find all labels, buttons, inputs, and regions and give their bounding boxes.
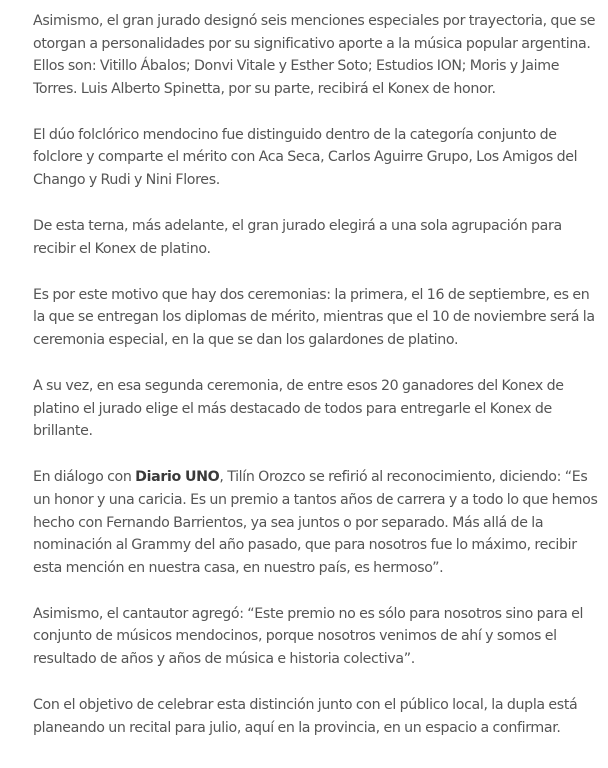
paragraph-platinum-selection: De esta terna, más adelante, el gran jurado elegirá a una sola agrupación para recibir el Konex de platino. xyxy=(33,218,562,257)
paragraph-special-mentions: Asimismo, el gran jurado designó seis menciones especiales por trayectoria, que se otorgan a personalidades por su significativo aporte a la música popular argentina. Ellos son: Vitillo Ábalos; Donvi Vitale y Esther Soto; Estudios ION; Moris y Jaime Torres. Luis Alberto Spinetta, por su parte, recibirá el Konex de honor. xyxy=(33,13,596,97)
paragraph-brilliant-award: A su vez, en esa segunda ceremonia, de entre esos 20 ganadores del Konex de platino el jurado elige el más destacado de todos para entregarle el Konex de brillante. xyxy=(33,378,564,440)
paragraph-songwriter-quote: Asimismo, el cantautor agregó: “Este premio no es sólo para nosotros sino para el conjunto de músicos mendocinos, porque nosotros venimos de ahí y somos el resultado de años y años de música e historia colectiva”. xyxy=(33,605,584,668)
paragraph-interview-quote xyxy=(33,466,598,579)
paragraph-ceremonies: Es por este motivo que hay dos ceremonias: la primera, el 16 de septiembre, es en la que se entregan los diplomas de mérito, mientras que el 10 de noviembre será la ceremonia especial, en la que se dan los galardones de platino. xyxy=(33,286,595,349)
paragraph-folklore-category: El dúo folclórico mendocino fue distinguido dentro de la categoría conjunto de folclore y comparte el mérito con Aca Seca, Carlos Aguirre Grupo, Los Amigos del Chango y Rudi y Nini Flores. xyxy=(33,126,578,189)
article-body xyxy=(33,10,598,763)
newspaper-name: Diario UNO xyxy=(135,469,220,486)
quote-body-text: , Tilín Orozco se refirió al reconocimiento, diciendo: “Es un honor y una caricia. Es un premio a tantos años de carrera y a todo lo que hemos hecho con Fernando Barrientos, ya sea juntos o por separado. Más allá de la nominación al Grammy del año pasado, que para nosotros fue lo máximo, recibir esta mención en nuestra casa, en nuestro país, es hermoso”. xyxy=(33,469,598,576)
paragraph-recital-plans: Con el objetivo de celebrar esta distinción junto con el público local, la dupla está planeando un recital para julio, aquí en la provincia, en un espacio a confirmar. xyxy=(33,697,578,736)
quote-lead-text: En diálogo con xyxy=(33,469,136,486)
